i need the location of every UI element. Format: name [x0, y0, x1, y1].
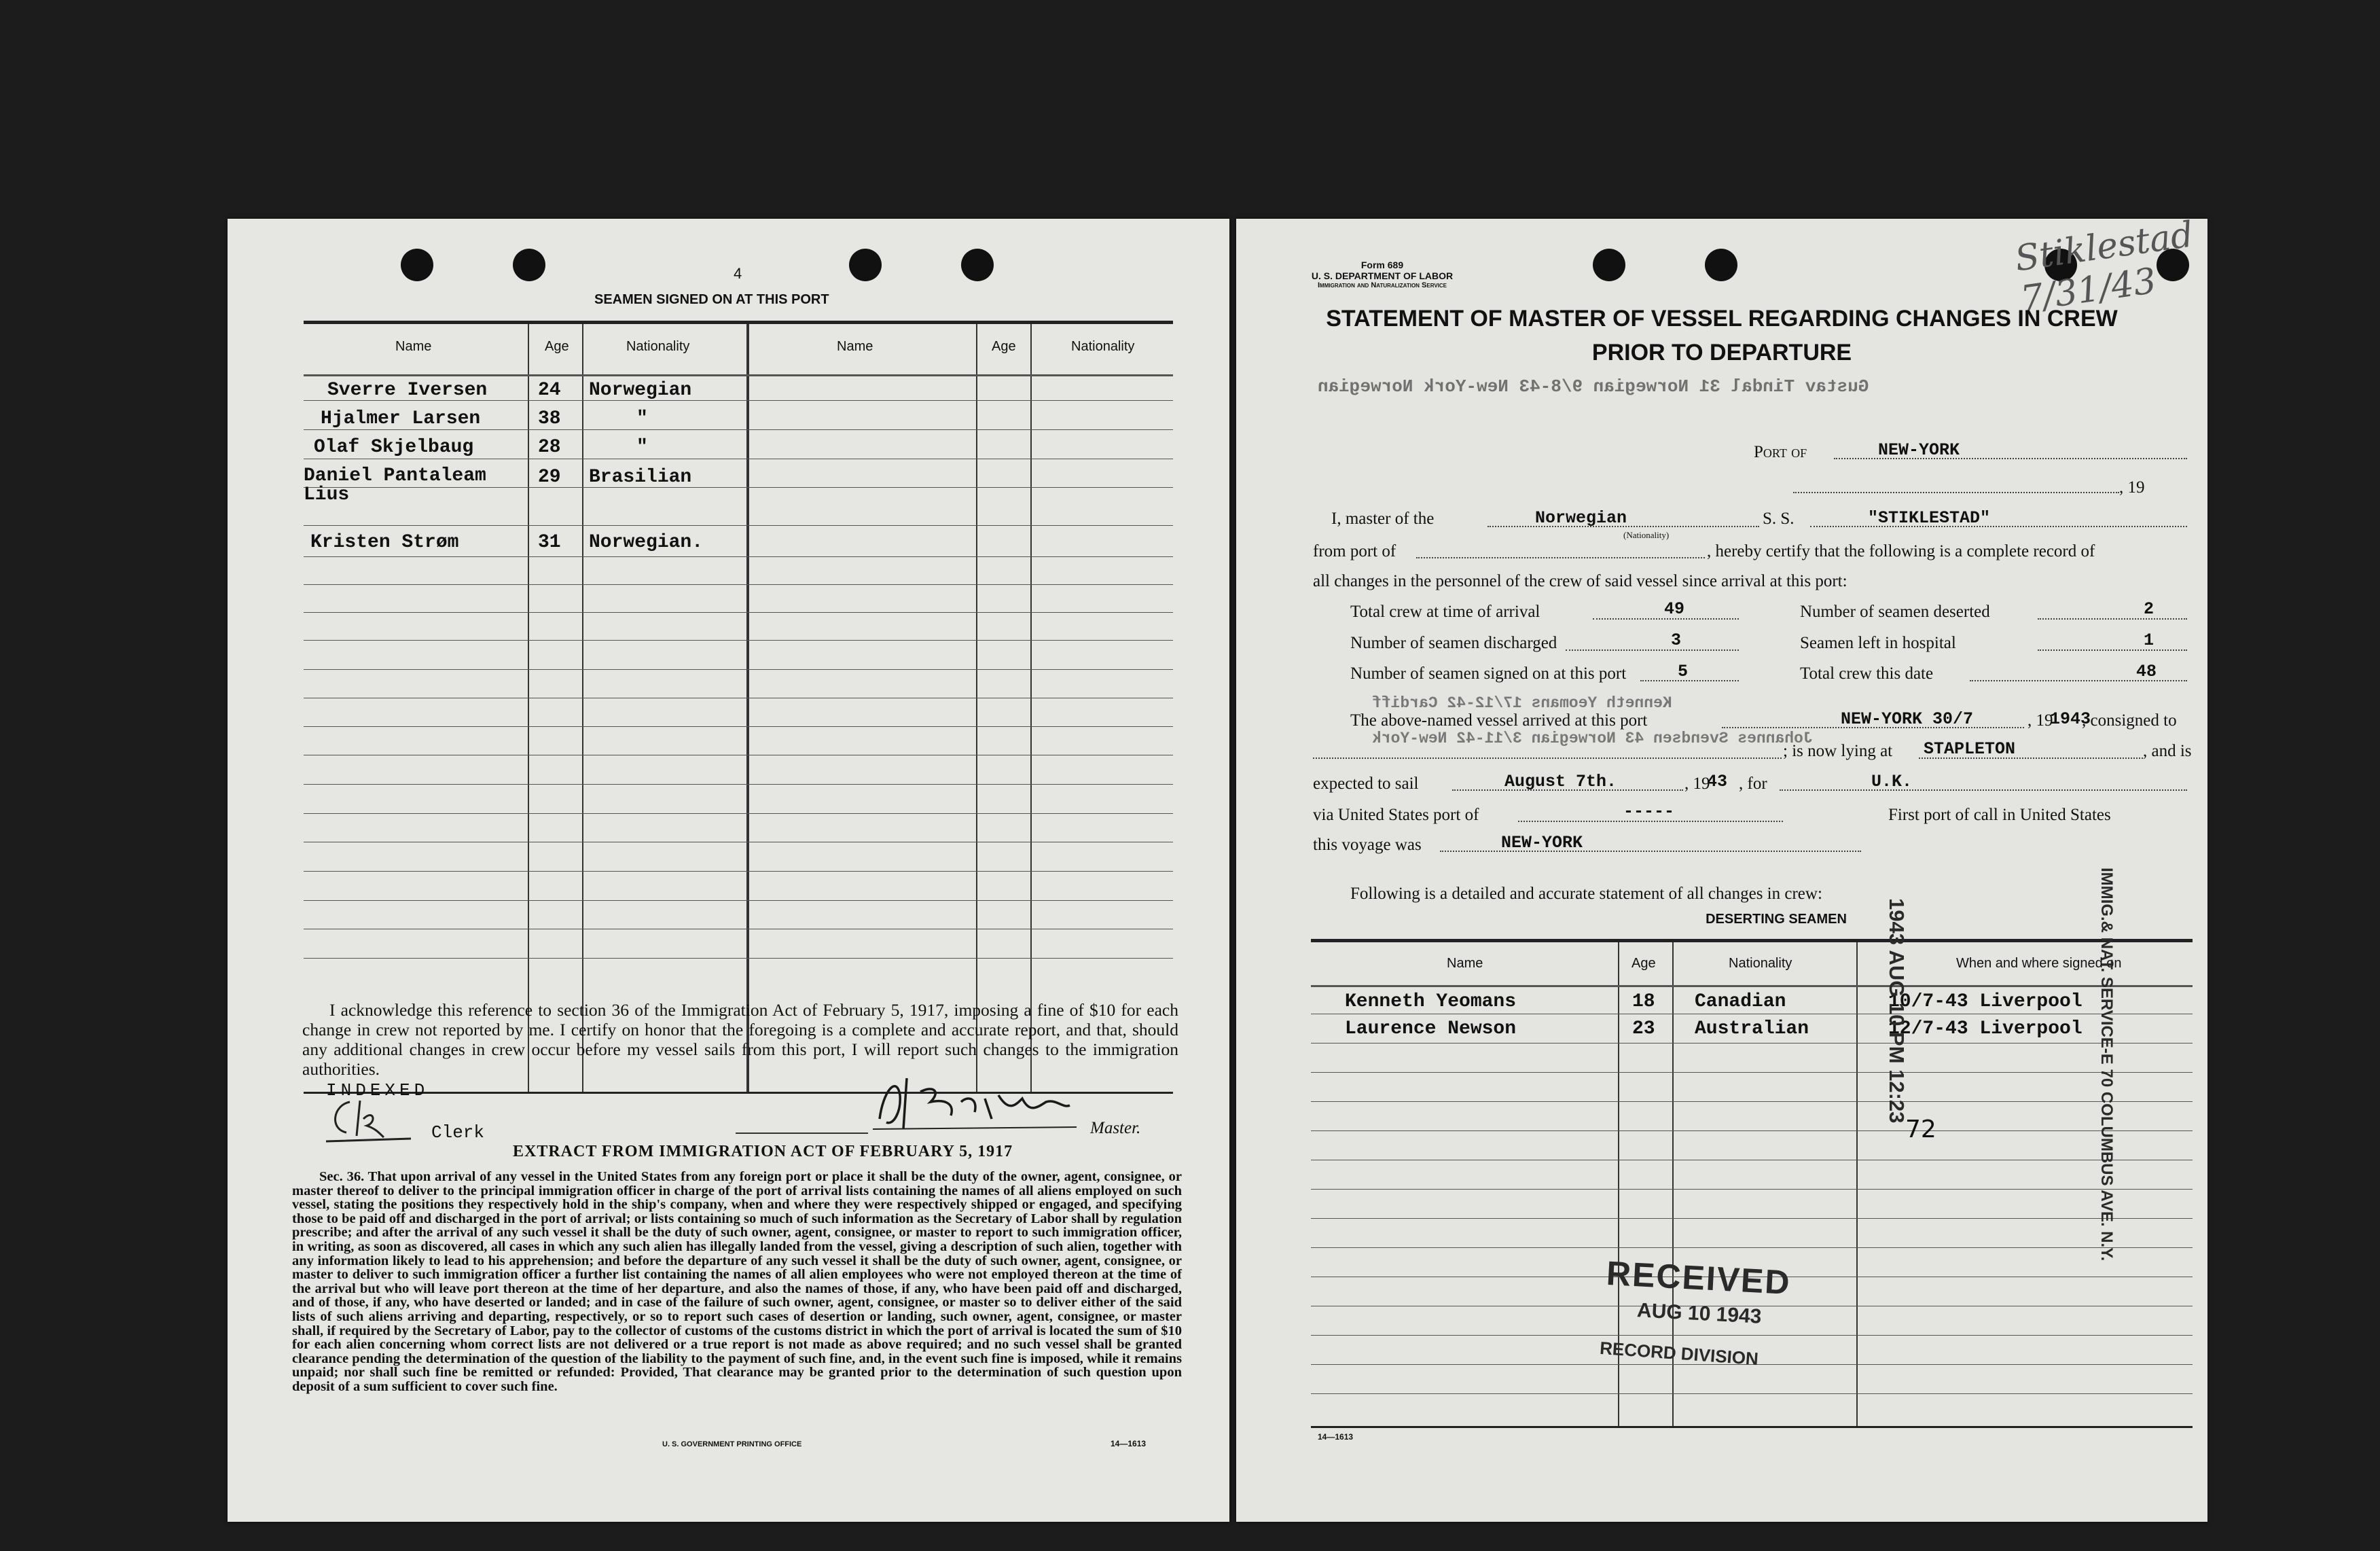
total-crew-arrival-value: 49: [1664, 599, 1685, 619]
discharged-label: Number of seamen discharged: [1350, 634, 1557, 652]
received-stamp: RECEIVED: [1605, 1253, 1792, 1302]
all-changes-text: all changes in the personnel of the crew of said vessel since arrival at this port:: [1313, 572, 1847, 590]
first-port-label: First port of call in United States: [1888, 806, 2111, 824]
service: Immigration and Naturalization Service: [1317, 281, 1447, 289]
total-crew-date-label: Total crew this date: [1800, 664, 1934, 683]
master-signature: [866, 1065, 1083, 1139]
master-of-label: I, master of the: [1331, 510, 1435, 528]
voyage-value: NEW-YORK: [1501, 833, 1583, 853]
vertical-date-stamp: 1943 AUG 10 PM 12:23: [1885, 898, 1909, 1124]
punch-hole: [513, 249, 545, 281]
bleed-through-text: Johannes Svendsen 43 Norwegian 3/11-42 New-York: [1372, 730, 1813, 747]
clerk-initials-signature: [323, 1095, 418, 1146]
page-number: 4: [734, 265, 742, 282]
column-header: Age: [1631, 956, 1656, 971]
table-row-name: Olaf Skjelbaug: [314, 437, 474, 458]
year-prefix: , 19: [1684, 774, 1710, 793]
expected-label: expected to sail: [1313, 774, 1419, 793]
column-header: Name: [395, 339, 432, 354]
column-header: Nationality: [1729, 956, 1792, 971]
table-row-name: Daniel Pantaleam Lius: [304, 465, 486, 505]
voyage-label: this voyage was: [1313, 836, 1422, 854]
punch-hole: [1593, 249, 1625, 281]
table-row-nationality: Norwegian: [589, 380, 692, 401]
arrived-label: The above-named vessel arrived at this port: [1350, 711, 1648, 730]
table-row-nationality: ": [636, 437, 648, 458]
total-crew-date-value: 48: [2136, 662, 2157, 681]
punch-hole: [961, 249, 994, 281]
column-header: Age: [545, 339, 569, 354]
indexed-stamp: INDEXED: [326, 1080, 429, 1101]
certify-text: , hereby certify that the following is a complete record of: [1707, 542, 2095, 560]
expected-value: August 7th.: [1504, 772, 1617, 791]
deserted-value: 2: [2144, 599, 2154, 619]
column-header: When and where signed on: [1956, 956, 2122, 971]
record-division-stamp: RECORD DIVISION: [1599, 1337, 1759, 1370]
port-value: NEW-YORK: [1878, 440, 1960, 460]
table-row-age: 24: [538, 380, 561, 401]
form-title: STATEMENT OF MASTER OF VESSEL REGARDING CHANGES IN CREW: [1326, 306, 2118, 332]
seamen-signed-on-table: [304, 321, 1173, 1094]
vertical-service-stamp: IMMIG.& NAT. SERVICE-E 70 COLUMBUS AVE. N.Y.: [2097, 868, 2116, 1262]
deserting-title: DESERTING SEAMEN: [1706, 912, 1847, 927]
discharged-value: 3: [1671, 630, 1682, 650]
form-code: 14—1613: [1111, 1439, 1147, 1448]
consigned-label: , consigned to: [2082, 711, 2177, 730]
signed-on-label: Number of seamen signed on at this port: [1350, 664, 1627, 683]
arrived-year: 1943: [2050, 709, 2091, 729]
year-prefix: , 19: [2119, 478, 2145, 497]
table-row-nationality: Norwegian.: [589, 532, 704, 553]
table-row-nationality: Brasilian: [589, 467, 692, 488]
table-row-name: Sverre Iversen: [327, 380, 488, 401]
ss-label: S. S.: [1763, 510, 1795, 528]
table-row-signed: 12/7-43 Liverpool: [1888, 1018, 2082, 1039]
bleed-through-text: Gustav Tindal 31 Norwegian 9/8-43 New-York Norwegian: [1318, 376, 1869, 397]
extract-title: EXTRACT FROM IMMIGRATION ACT OF FEBRUARY 5, 1917: [513, 1143, 1013, 1160]
table-row-age: 29: [538, 467, 561, 488]
for-label: , for: [1739, 774, 1767, 793]
clerk-label: Clerk: [431, 1122, 485, 1143]
ss-value: "STIKLESTAD": [1868, 508, 1991, 528]
port-label: Port of: [1754, 443, 1807, 461]
lying-label: ; is now lying at: [1783, 742, 1893, 760]
form-subtitle: PRIOR TO DEPARTURE: [1591, 340, 1852, 366]
and-is-text: , and is: [2143, 742, 2192, 760]
table-row-nationality: Canadian: [1695, 991, 1786, 1012]
right-page: [1236, 214, 2207, 1522]
table-row-age: 18: [1632, 991, 1655, 1012]
nationality-value: Norwegian: [1535, 508, 1627, 528]
printer-line: U. S. GOVERNMENT PRINTING OFFICE: [662, 1440, 802, 1448]
signed-on-value: 5: [1678, 662, 1689, 681]
table-row-nationality: ": [636, 408, 648, 429]
total-crew-arrival-label: Total crew at time of arrival: [1350, 603, 1540, 621]
year-prefix: , 19: [2027, 711, 2053, 730]
from-port-label: from port of: [1313, 542, 1396, 560]
master-label: Master.: [1090, 1119, 1141, 1137]
column-header: Name: [1447, 956, 1483, 971]
department: U. S. DEPARTMENT OF LABOR: [1311, 270, 1454, 281]
table-row-age: 28: [538, 437, 561, 458]
for-value: U.K.: [1871, 772, 1913, 791]
section-title: SEAMEN SIGNED ON AT THIS PORT: [594, 292, 829, 307]
table-row-age: 31: [538, 532, 561, 553]
following-text: Following is a detailed and accurate statement of all changes in crew:: [1350, 885, 1822, 903]
left-page: [228, 219, 1229, 1522]
column-header: Name: [837, 339, 873, 354]
acknowledgement-text: I acknowledge this reference to section 36 of the Immigration Act of February 5, 1917, imposing a fine of $10 for each change in crew not reported by me. I certify on honor that the foregoing is a complete and accurate report, and that, should any additional changes in crew occur before my vessel sails from this port, I will report such changes to the immigration authorities.: [302, 1000, 1178, 1079]
table-row-name: Kristen Strøm: [310, 532, 459, 553]
table-row-signed: 10/7-43 Liverpool: [1888, 991, 2082, 1012]
via-label: via United States port of: [1313, 806, 1479, 824]
column-header: Age: [992, 339, 1016, 354]
received-date-stamp: AUG 10 1943: [1636, 1299, 1763, 1328]
deserted-label: Number of seamen deserted: [1800, 603, 1990, 621]
handwritten-note: Stiklestad 7/31/43: [2013, 214, 2196, 320]
table-row-name: Hjalmer Larsen: [321, 408, 481, 429]
table-row-nationality: Australian: [1695, 1018, 1809, 1039]
column-header: Nationality: [1071, 339, 1135, 354]
extract-text: Sec. 36. That upon arrival of any vessel in the United States from any foreign port or place it shall be the duty of the owner, agent, consignee, or master thereof to deliver to the principal immigration officer in charge of the port of arrival lists containing the names of all aliens employed on such vessel, stating the positions they respectively hold in the ship's company, when and where they were respectively shipped or engaged, and specifying those to be paid off and discharged in the port of arrival; or lists containing so much of such information as the Secretary of Labor shall by regulation prescribe; and after the arrival of any such vessel it shall be the duty of such owner, agent, consignee, or master to report to such immigration officer, in writing, as soon as discovered, all cases in which any such alien has illegally landed from the vessel, giving a description of such alien, together with any information likely to lead to his apprehension; and before the departure of any such vessel it shall be the duty of such owner, agent, consignee, or master to deliver to such immigration officer a further list containing the names of all alien employees who were not employed thereon at the time of the arrival but who will leave port thereon at the time of her departure, and also the names of those, if any, who have been paid off and discharged, and of those, if any, who have deserted or landed; and in case of the failure of such owner, agent, consignee, or master so to deliver either of the said lists of such aliens arriving and departing, respectively, or so to report such cases of desertion or landing, such owner, agent, consignee, or master shall, if required by the Secretary of Labor, pay to the collector of customs of the customs district in which the port of arrival is located the sum of $10 for each alien concerning whom correct lists are not delivered or a true report is not made as above required; and no such vessel shall be granted clearance pending the determination of the question of the liability to the payment of such fine, and, in the event such fine is imposed, while it remains unpaid; nor shall such fine be remitted or refunded: Provided, That clearance may be granted prior to the determination of such question upon deposit of a sum sufficient to cover such fine.: [292, 1169, 1182, 1394]
punch-hole: [401, 249, 433, 281]
hospital-label: Seamen left in hospital: [1800, 634, 1956, 652]
punch-hole: [1705, 249, 1737, 281]
nationality-caption: (Nationality): [1623, 530, 1670, 540]
table-row-name: Laurence Newson: [1345, 1018, 1517, 1039]
signature-line: [736, 1133, 868, 1134]
expected-year: 43: [1707, 772, 1728, 791]
column-header: Nationality: [626, 339, 690, 354]
table-row-age: 23: [1632, 1018, 1655, 1039]
handwritten-number: 72: [1905, 1116, 1936, 1143]
punch-hole: [849, 249, 882, 281]
table-row-name: Kenneth Yeomans: [1345, 991, 1517, 1012]
hospital-value: 1: [2144, 630, 2154, 650]
bleed-through-text: Kenneth Yeomans 17/12-42 Cardiff: [1372, 694, 1672, 712]
via-value: -----: [1623, 802, 1675, 821]
lying-value: STAPLETON: [1924, 739, 2016, 759]
form-code: 14—1613: [1318, 1432, 1354, 1442]
arrived-value: NEW-YORK 30/7: [1841, 709, 1974, 729]
table-row-age: 38: [538, 408, 561, 429]
form-number: Form 689: [1360, 260, 1404, 270]
